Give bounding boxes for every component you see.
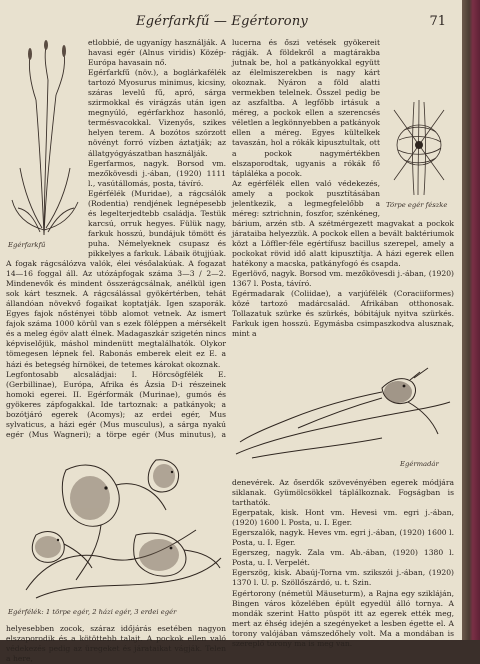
bird-illustration [232,358,454,470]
entry-egerpatak: Egerpatak, kisk. Hont vm. Hevesi vm. egri j.-ában, (1920) 1600 l. Posta, u. I. Eger. [232,508,454,528]
nest-caption: Törpe egér fészke [386,201,448,209]
egerfelek-figure [6,440,226,620]
entry-egerszog: Egerszög, kisk. Abaúj-Torna vm. szikszói j.-ában, (1920) 1370 l. U. p. Szöllőszárdó, u. t. Szin. [232,568,454,588]
entry-pocok-folytatas: lucerna és őszi vetések gyökereit rágják. A földekről a magtárakba jutnak be, hol a patkányokkal együtt az élelmiszerekben is nagy kárt okoznak. Nyáron a föld alatti vermekben telelnek. Ősszel pedig be az aszfaltba. A legfőbb irtásuk a méreg, a pockok ellen a szerencsés véletlen a legkönnyebben a patkányok ellen a méreg. Egyes kültelkek tavaszán, hol a rókák kipusztultak, ott a pockok nagymértékben elszaporodtak, ugyanis a rókák fő tápláléka a pocok. [232,38,380,178]
page-header [16,14,452,34]
entry-havasi-eger: etlobbié, de ugyanígy használják. A havasi egér (Alnus viridis) Közép-Európa havasain nő. [88,38,226,68]
entry-egerfarkfu: Egérfarkfű (növ.), a boglárkafélék tartozó Myosurus minimus, kicsiny, száras levelű fű, apró, sárga szirmokkal és virágzás után igen megnyúló, egérfarkhoz hasonló, termésvacokkal. Vizenyős, szikes helyen terem. A bozótos szórzott növényt forró vízben áztatják; az állatgyógyászatban használják. [88,68,226,158]
right-column-lower [232,478,454,648]
egerfarkfu-caption: Egérfarkfű [8,241,46,249]
entry-egerfelek-alcsaladok: Legfontosabb alcsaládjai: I. Hörcsögfélék E. (Gerbillinae), Európa, Afrika és Ázsia D-i részeinek homoki egerei. II. Egérformák (Murinae), gumós és gyökeres zápfogakkal. Ide tartoznak: a patkányok; a bozótjáró egerek (Acomys); az erdei egér, Mus sylvaticus, a házi egér (Mus musculus), a sárga nyakú egér (Mus Wagneri); a törpe egér (Mus minutus), a [6,369,226,439]
egerfarkfu-figure [6,40,84,250]
running-title: Egérfarkfű — Egértorony [136,14,308,29]
egermadar-caption: Egérmadár [400,460,439,468]
entry-vedekezes: Az egérfélék ellen való védekezés, amely a pockok pusztításában jelentkezik, a legmegfelelőbb a méreg: sztrichnin, foszfor, szénkéneg, bárium, arzén stb. A szétmérgezett magvakat a pockok járataiba helyezzük. A pockok ellen a bevált baktériumok közt a Löffler-féle egértífusz bacillus szerepel, amely a pockokat rövid idő alatt kipusztítja. A házi egerek ellen hatékony a macska, patkányfogó és csapda. [232,178,454,269]
egerfelek-caption: Egérfélék: 1 törpe egér, 2 házi egér, 3 erdei egér [8,608,177,616]
entry-egerlovo: Egerlövő, nagyk. Borsod vm. mezőkövesdi j.-ában, (1920) 1367 l. Posta, távíró. [232,269,454,289]
entry-egerszeg: Egerszeg, nagyk. Zala vm. Ab.-ában, (1920) 1380 l. Posta, u. I. Verpelét. [232,548,454,568]
page-number: 71 [429,14,446,29]
nest-illustration [384,90,454,200]
entry-egerszalok: Egerszalók, nagyk. Heves vm. egri j.-ában, (1920) 1600 l. Posta, u. I. Eger. [232,528,454,548]
plant-illustration [6,40,84,240]
book-binding [462,0,480,640]
entry-egermadarak: Egérmadarak (Coliidae), a varjúfélék (Coraciiformes) közé tartozó madárcsalád. Afrikában otthonosak. Tollazatuk szürke és szürkés, bóbitájuk nyitva szürkés. Farkuk igen hosszú. Egymásba csimpaszkodva alusznak, mint a [232,289,454,339]
entry-egerfelek: Egérfélék (Muridae), a rágcsálók (Rodentia) rendjének legnépesebb és legelterjedtebb családja. Testük karcsú, orruk hegyes. Fülük nagy, farkuk hosszú, bundájuk tömött és puha. Némelyeknek csupasz és pikkelyes a farkuk. Lábaik ötujjúak. A fogak rágcsálózva valók, élei vésőalakúak. A fogazat 14—16 foggal áll. Az utózápfogak száma 3—3 / 2—2. Mindenevők és mindent összerágcsálnak, anélkül igen sok kárt tesznek. A rágcsálással gyökértérben, tehát állandóan növekvő fogaikat koptatják. Igen szaporák. Egyes fajok nőstényei több alomot vetnek. Az ismert fajok száma 1000 körül van s ezek föléppen a mérsékelt és a meleg égöv alatt élnek. Madagaszkár szigetén nincs képviselőjük, máshol mindenütt megtalálhatók. Olykor tömegesen lépnek fel. Rabonás emberek eleit ez E. a házi és betegség hírnökei, de tetemes károkat okoznak. [6,188,226,369]
entry-egermadarak-folytatas: denevérek. Az őserdők szövevényében egerek módjára siklanak. Gyümölcsökkel táplálkoznak. Fogságban is tarthatók. [232,478,454,508]
entry-egerfarmos: Egerfarmos, nagyk. Borsod vm. mezőkövesdi j.-ában, (1920) 1111 l., vasútállomás, posta, távíró. [88,158,226,188]
egermadar-figure [232,358,454,476]
nest-figure [384,90,454,210]
mice-illustration [6,440,226,608]
entry-egertorony: Egértorony (németül Mäuseturm), a Rajna egy szikláján, Bingen város közelében épült egyedül álló tornya. A mondák szerint Hatto püspöt itt az egerek ették meg, mert az éhség idején a szegényeket a lesben égette el. A torony valójában vámszedőhely volt. Ma a mondában is szereplő torony ma is meg van. [232,588,454,648]
entry-pocok-tail: helyesebben zocok, száraz időjárás esetében nagyon elszaporodik és a kötöttebb talajt. A pockok ellen való védekezés pedig az üregeket és járataikat vágják. Telen a here, [6,624,226,664]
left-column-tail [6,624,226,664]
